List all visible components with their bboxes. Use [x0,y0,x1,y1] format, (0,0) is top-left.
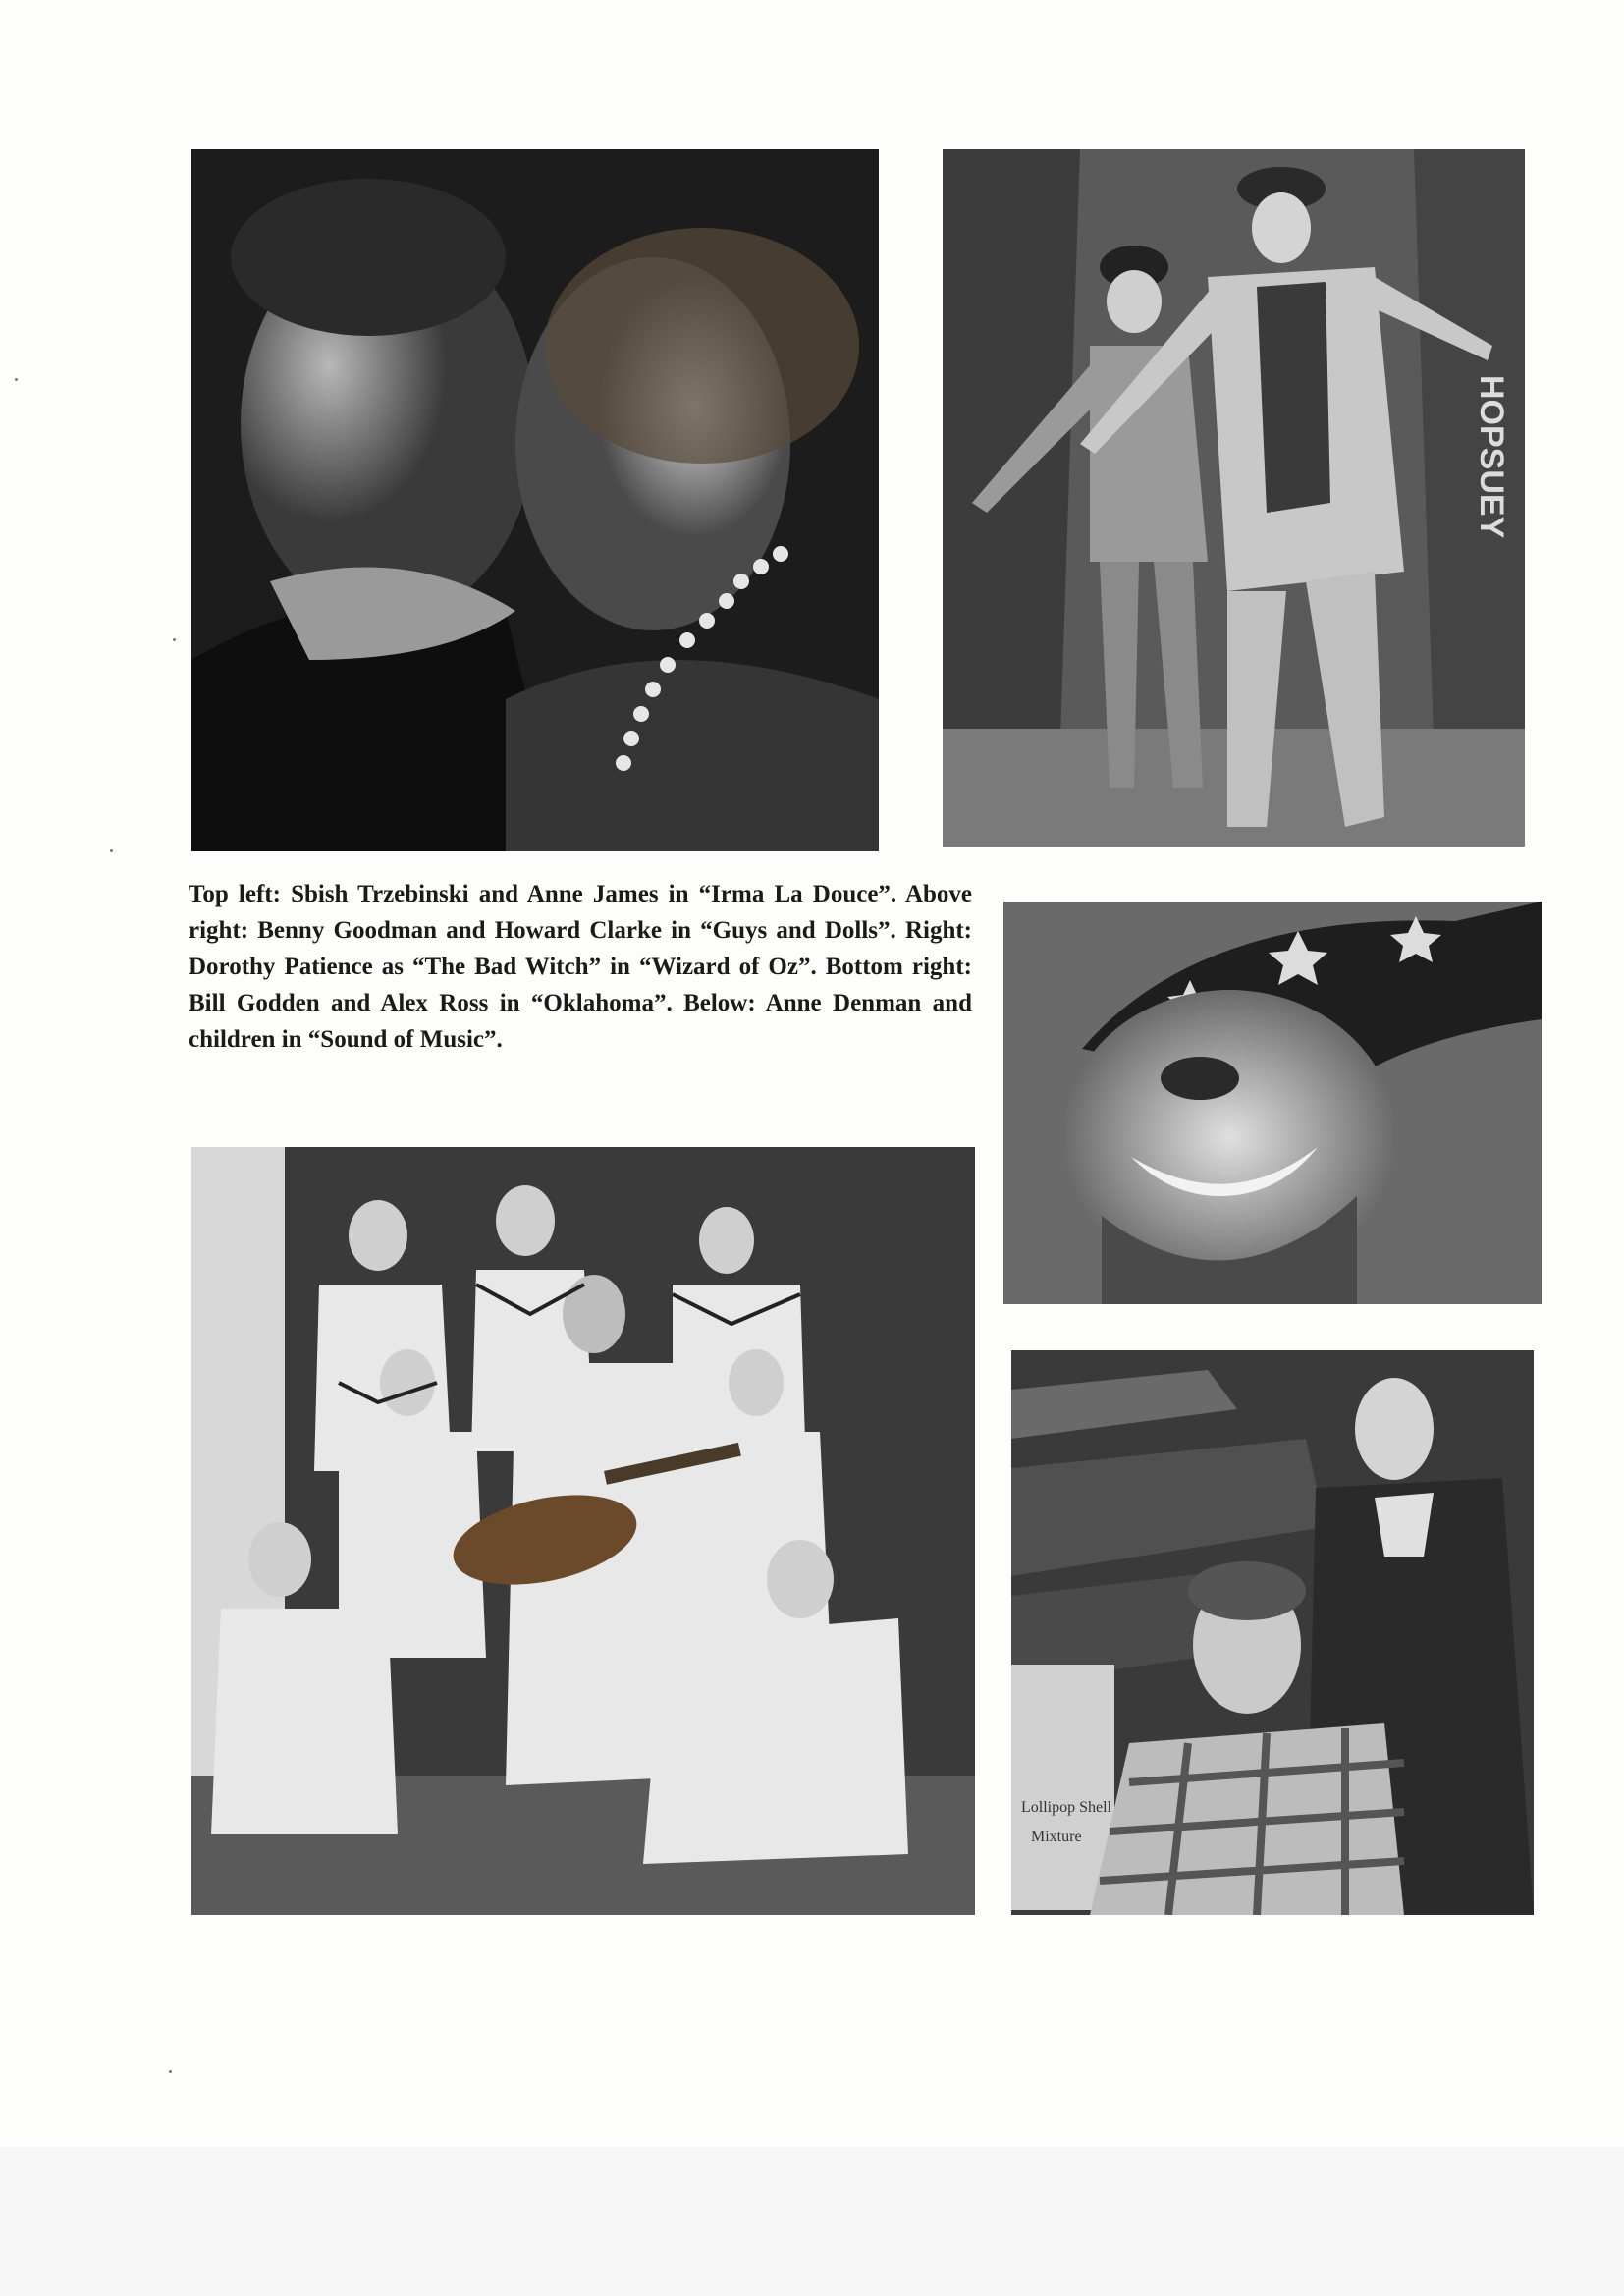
scan-speck [110,849,113,852]
scan-speck [173,638,176,641]
photo-sound-of-music [191,1147,975,1915]
oklahoma-image [1011,1350,1534,1915]
scan-speck [15,378,18,381]
photo-oklahoma [1011,1350,1534,1915]
photo-wizard-of-oz [1003,902,1542,1304]
oklahoma-poster-line1: Lollipop Shell [1021,1799,1111,1816]
wizard-of-oz-image [1003,902,1542,1304]
sound-of-music-image [191,1147,975,1915]
irma-la-douce-image [191,149,879,851]
guys-and-dolls-image [943,149,1525,847]
photo-irma-la-douce [191,149,879,851]
scan-speck [169,2070,172,2073]
guys-and-dolls-sign-text: HOPSUEY [1473,375,1510,539]
scan-bottom-edge [0,2147,1624,2296]
oklahoma-poster-line2: Mixture [1031,1829,1082,1845]
photo-caption: Top left: Sbish Trzebinski and Anne James in “Irma La Douce”. Above right: Benny Goodman and Howard Clarke in “Guys and Dolls”. Right: Dorothy Patience as “The Bad Witch” in “Wizard of Oz”. Bottom right: Bill Godden and Alex Ross in “Oklahoma”. Below: Anne Denman and children in “Sound of Music”. [189,881,972,1053]
photo-guys-and-dolls [943,149,1525,847]
